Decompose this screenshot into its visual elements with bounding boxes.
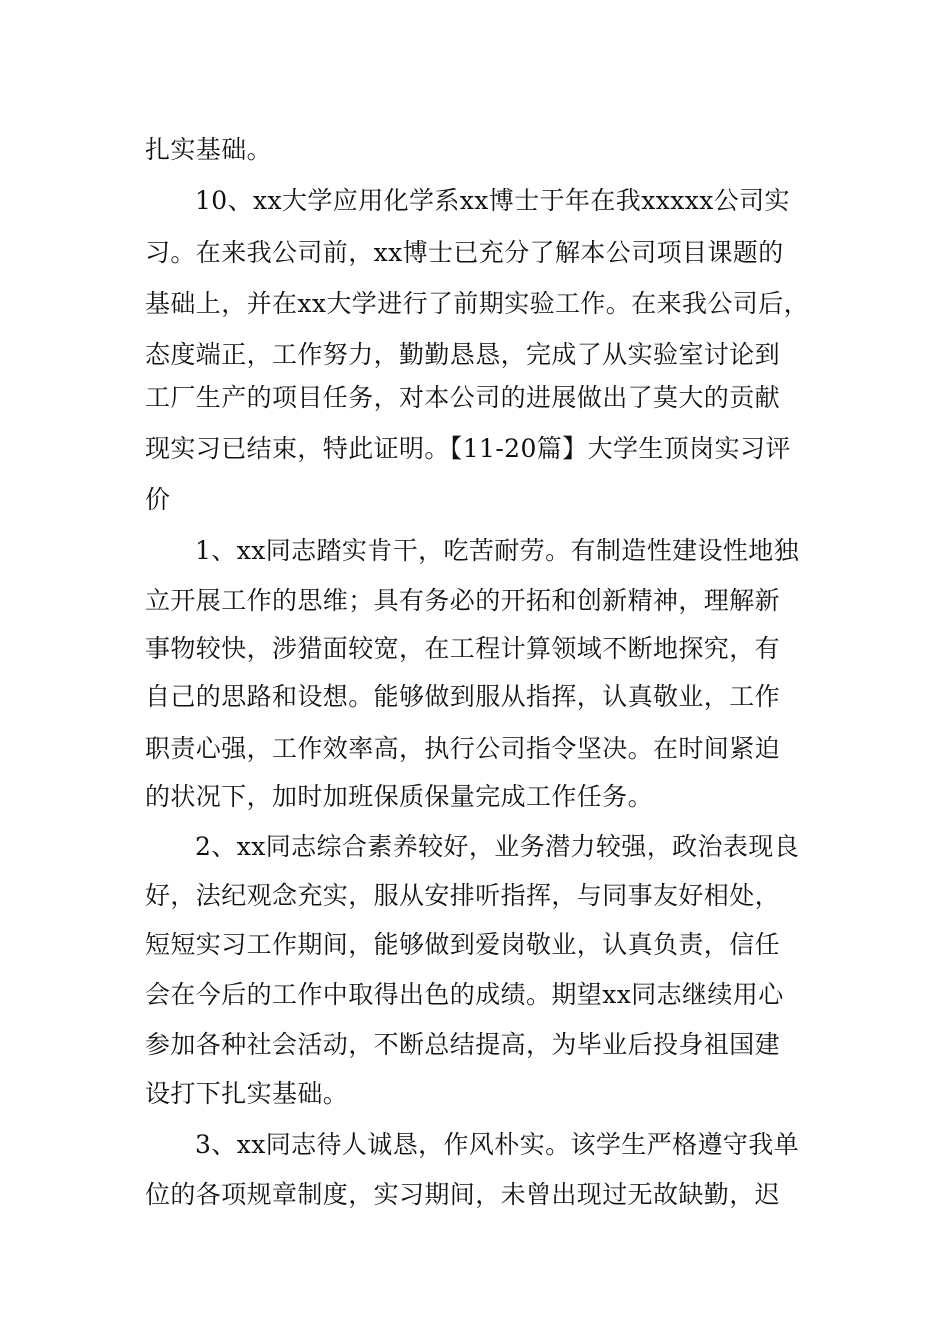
text-line: 好，法纪观念充实，服从安排听指挥，与同事友好相处，: [145, 881, 781, 910]
text-line: 基础上，并在xx大学进行了前期实验工作。在来我公司后，: [145, 289, 810, 318]
text-line: 位的各项规章制度，实习期间，未曾出现过无故缺勤，迟: [145, 1180, 781, 1209]
text-line: 的状况下，加时加班保质保量完成工作任务。: [145, 782, 654, 811]
text-line: 扎实基础。: [145, 135, 273, 164]
text-line: 3、xx同志待人诚恳，作风朴实。该学生严格遵守我单: [195, 1130, 800, 1159]
text-line: 立开展工作的思维；具有务必的开拓和创新精神，理解新: [145, 586, 781, 615]
text-line: 短短实习工作期间，能够做到爱岗敬业，认真负责，信任: [145, 930, 781, 959]
text-line: 1、xx同志踏实肯干，吃苦耐劳。有制造性建设性地独: [195, 536, 800, 565]
text-line: 参加各种社会活动，不断总结提高，为毕业后投身祖国建: [145, 1030, 781, 1059]
text-line: 习。在来我公司前，xx博士已充分了解本公司项目课题的: [145, 238, 784, 267]
text-line: 2、xx同志综合素养较好，业务潜力较强，政治表现良: [195, 832, 800, 861]
text-line: 价: [145, 485, 171, 514]
text-line: 工厂生产的项目任务，对本公司的进展做出了莫大的贡献: [145, 383, 781, 412]
text-line: 事物较快，涉猎面较宽，在工程计算领域不断地探究，有: [145, 634, 781, 663]
text-line: 10、xx大学应用化学系xx博士于年在我xxxxx公司实: [195, 186, 790, 215]
text-line: 会在今后的工作中取得出色的成绩。期望xx同志继续用心: [145, 980, 784, 1009]
text-line: 现实习已结束，特此证明。【11-20篇】大学生顶岗实习评: [145, 434, 791, 463]
text-line: 态度端正，工作努力，勤勤恳恳，完成了从实验室讨论到: [145, 340, 781, 369]
text-line: 自己的思路和设想。能够做到服从指挥，认真敬业，工作: [145, 682, 781, 711]
text-line: 设打下扎实基础。: [145, 1079, 349, 1108]
text-line: 职责心强，工作效率高，执行公司指令坚决。在时间紧迫: [145, 734, 781, 763]
